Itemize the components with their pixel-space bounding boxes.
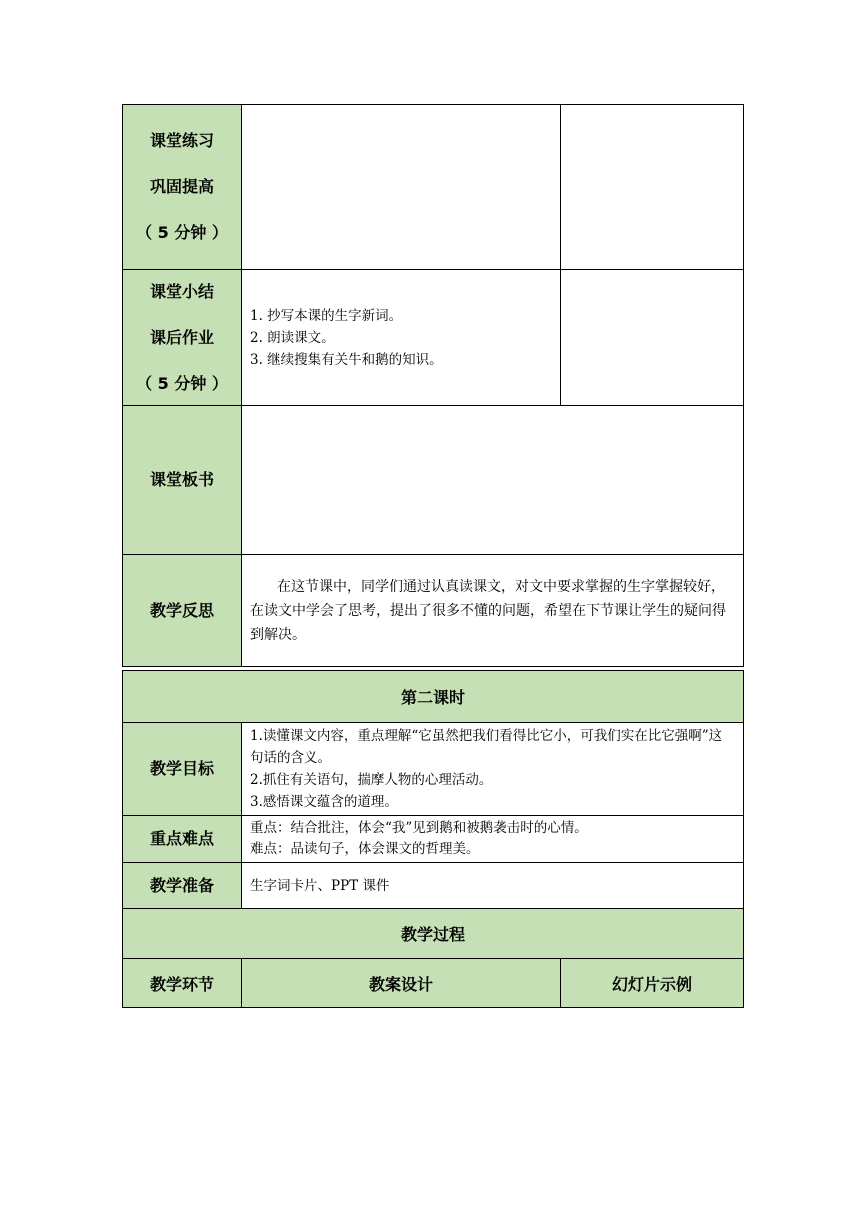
goals-row (123, 723, 744, 816)
practice-label-cell (123, 105, 242, 270)
key-points-content-cell (242, 816, 744, 863)
summary-slide-cell (561, 270, 744, 406)
preparation-text: 生字词卡片、PPT 课件 (242, 863, 744, 909)
column-header-slides: 幻灯片示例 (561, 959, 744, 1008)
reflection-row (123, 555, 744, 667)
goal-item: 3.感悟课文蕴含的道理。 (250, 794, 398, 810)
key-point-item: 难点：品读句子，体会课文的哲理美。 (250, 841, 480, 857)
key-points-label-cell (123, 816, 242, 863)
period-title-row (123, 671, 744, 723)
reflection-text: 在这节课中，同学们通过认真读课文，对文中要求掌握的生字掌握较好，在读文中学会了思考，提出了很多不懂的问题，希望在下节课让学生的疑问得到解决。 (242, 555, 744, 667)
goals-label: 教学目标 (149, 759, 214, 778)
column-header-stage: 教学环节 (123, 959, 242, 1008)
summary-row (123, 270, 744, 406)
board-label-cell (123, 406, 242, 555)
practice-label-line-1: 课堂练习 (149, 131, 214, 150)
preparation-label: 教学准备 (149, 875, 214, 895)
board-row (123, 406, 744, 555)
summary-label-line-1: 课堂小结 (149, 281, 214, 301)
preparation-row (123, 863, 744, 909)
practice-label-line-2: 巩固提高 (149, 177, 214, 196)
process-title: 教学过程 (123, 909, 744, 959)
practice-label-line-3: （ 5 分钟 ） (136, 223, 228, 242)
summary-content-cell (242, 270, 561, 406)
board-content-cell (242, 406, 744, 555)
goals-label-cell (123, 723, 242, 816)
practice-slide-cell (561, 105, 744, 270)
practice-design-cell (242, 105, 561, 270)
key-point-item: 重点：结合批注，体会“我”见到鹅和被鹅袭击时的心情。 (250, 820, 588, 836)
board-label: 课堂板书 (149, 470, 214, 489)
reflection-label-cell (123, 555, 242, 667)
goal-item: 2.抓住有关语句，揣摩人物的心理活动。 (250, 772, 493, 788)
preparation-label-cell (123, 863, 242, 909)
column-header-design: 教案设计 (242, 959, 561, 1008)
summary-item: 3. 继续搜集有关牛和鹅的知识。 (250, 351, 443, 368)
practice-row (123, 105, 744, 270)
lesson-plan-table-2 (122, 670, 744, 1008)
summary-label-line-2: 课后作业 (149, 327, 214, 347)
goals-content-cell (242, 723, 744, 816)
key-points-label: 重点难点 (149, 829, 214, 848)
period-title: 第二课时 (123, 671, 744, 723)
summary-item: 1. 抄写本课的生字新词。 (250, 307, 403, 324)
key-points-row (123, 816, 744, 863)
summary-label-line-3: （ 5 分钟 ） (136, 373, 228, 393)
goal-item: 1.读懂课文内容，重点理解“它虽然把我们看得比它小，可我们实在比它强啊”这句话的含义。 (250, 728, 723, 766)
process-columns-row (123, 959, 744, 1008)
summary-label-cell (123, 270, 242, 406)
lesson-plan-table-1 (122, 104, 744, 667)
reflection-label: 教学反思 (149, 600, 214, 620)
summary-item: 2. 朗读课文。 (250, 329, 335, 346)
process-title-row (123, 909, 744, 959)
